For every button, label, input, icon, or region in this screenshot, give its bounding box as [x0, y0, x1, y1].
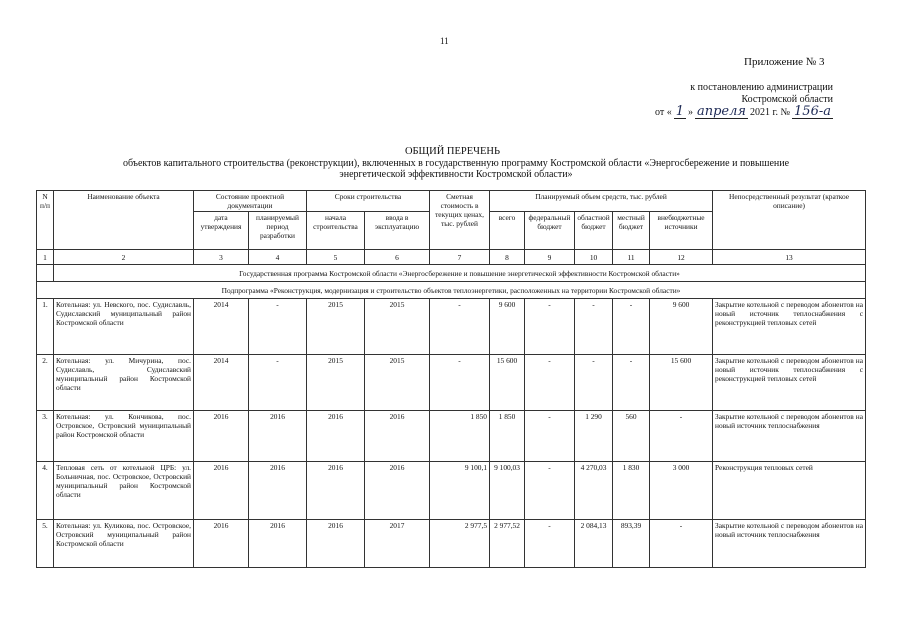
header-offbudget: внебюджетные источники — [650, 212, 713, 250]
row-design-date: 2016 — [194, 520, 249, 568]
header-row-1 — [37, 191, 866, 212]
row-federal: - — [525, 355, 575, 411]
row-local: - — [613, 355, 650, 411]
row-local: - — [613, 299, 650, 355]
row-cost: 9 100,1 — [430, 462, 490, 520]
row-start: 2015 — [307, 299, 365, 355]
col-number: 10 — [575, 250, 613, 265]
row-num: 5. — [37, 520, 54, 568]
header-design: Состояние проектной документации — [194, 191, 307, 212]
row-design-period: - — [249, 355, 307, 411]
decree-line-1: к постановлению администрации — [690, 82, 833, 93]
decree-day: 1 — [675, 104, 684, 119]
row-total: 15 600 — [490, 355, 525, 411]
row-num: 3. — [37, 411, 54, 462]
row-design-period: - — [249, 299, 307, 355]
table-row — [37, 355, 866, 411]
document-title: ОБЩИЙ ПЕРЕЧЕНЬ — [404, 146, 501, 157]
row-local: 1 830 — [613, 462, 650, 520]
col-number: 4 — [249, 250, 307, 265]
appendix-label: Приложение № 3 — [744, 56, 825, 68]
header-num: N п/п — [37, 191, 54, 250]
header-terms-end: ввода в эксплуатацию — [365, 212, 430, 250]
col-number: 3 — [194, 250, 249, 265]
row-federal: - — [525, 411, 575, 462]
decree-line-2: Костромской области — [741, 94, 833, 105]
row-design-date: 2016 — [194, 411, 249, 462]
objects-table — [36, 190, 866, 568]
decree-number: 156-а — [794, 104, 831, 119]
row-design-date: 2014 — [194, 299, 249, 355]
col-number: 6 — [365, 250, 430, 265]
row-offbudget: - — [650, 411, 713, 462]
row-result: Закрытие котельной с переводом абонентов на новый источник теплоснабжения — [713, 520, 866, 568]
row-end: 2016 — [365, 411, 430, 462]
table-row — [37, 462, 866, 520]
table-row — [37, 411, 866, 462]
col-number: 9 — [525, 250, 575, 265]
subprogram-title: Подпрограмма «Реконструкция, модернизация и строительство объектов теплоэнергетики, расположенных на территории Костромской области» — [37, 282, 866, 299]
col-number: 2 — [54, 250, 194, 265]
row-start: 2016 — [307, 462, 365, 520]
row-num: 4. — [37, 462, 54, 520]
row-offbudget: 9 600 — [650, 299, 713, 355]
col-number: 8 — [490, 250, 525, 265]
program-row — [37, 265, 866, 282]
row-result: Реконструкция тепловых сетей — [713, 462, 866, 520]
row-result: Закрытие котельной с переводом абонентов на новый источник теплоснабжения с реконструкцией тепловых сетей — [713, 299, 866, 355]
row-regional: 2 084,13 — [575, 520, 613, 568]
row-regional: - — [575, 355, 613, 411]
row-total: 9 600 — [490, 299, 525, 355]
row-cost: - — [430, 355, 490, 411]
row-object-name: Котельная: ул. Мичурина, пос. Судиславль, Судиславский муниципальный район Костромской области — [54, 355, 194, 411]
header-cost: Сметная стоимость в текущих ценах, тыс. рублей — [430, 191, 490, 250]
row-federal: - — [525, 299, 575, 355]
decree-reference — [655, 82, 833, 119]
row-offbudget: - — [650, 520, 713, 568]
table-row — [37, 299, 866, 355]
row-federal: - — [525, 520, 575, 568]
row-design-date: 2016 — [194, 462, 249, 520]
col-number: 12 — [650, 250, 713, 265]
row-object-name: Котельная: ул. Кончикова, пос. Островское, Островский муниципальный район Костромской области — [54, 411, 194, 462]
row-regional: 4 270,03 — [575, 462, 613, 520]
row-local: 893,39 — [613, 520, 650, 568]
row-result: Закрытие котельной с переводом абонентов на новый источник теплоснабжения — [713, 411, 866, 462]
row-design-period: 2016 — [249, 411, 307, 462]
row-end: 2015 — [365, 355, 430, 411]
program-title: Государственная программа Костромской области «Энергосбережение и повышение энергетической эффективности Костромской области» — [54, 265, 866, 282]
col-number: 7 — [430, 250, 490, 265]
header-design-period: планируемый период разработки — [249, 212, 307, 250]
row-cost: 2 977,5 — [430, 520, 490, 568]
row-total: 1 850 — [490, 411, 525, 462]
row-regional: 1 290 — [575, 411, 613, 462]
row-start: 2016 — [307, 411, 365, 462]
row-design-period: 2016 — [249, 520, 307, 568]
table-row — [37, 520, 866, 568]
decree-month: апреля — [696, 104, 747, 119]
row-total: 9 100,03 — [490, 462, 525, 520]
decree-prefix: от « — [654, 107, 672, 118]
row-object-name: Тепловая сеть от котельной ЦРБ: ул. Больничная, пос. Островское, Островский муниципальный район Костромской области — [54, 462, 194, 520]
program-spacer — [37, 265, 54, 282]
decree-line-3 — [655, 106, 833, 119]
row-regional: - — [575, 299, 613, 355]
row-cost: 1 850 — [430, 411, 490, 462]
header-name: Наименование объекта — [54, 191, 194, 250]
header-planned: Планируемый объем средств, тыс. рублей — [490, 191, 713, 212]
page-number: 11 — [440, 36, 449, 46]
row-local: 560 — [613, 411, 650, 462]
row-end: 2015 — [365, 299, 430, 355]
row-end: 2017 — [365, 520, 430, 568]
decree-year: 2021 г. № — [750, 107, 791, 118]
subprogram-row — [37, 282, 866, 299]
header-terms-start: начала строительства — [307, 212, 365, 250]
row-federal: - — [525, 462, 575, 520]
row-offbudget: 3 000 — [650, 462, 713, 520]
row-result: Закрытие котельной с переводом абонентов на новый источник теплоснабжения с реконструкцией тепловых сетей — [713, 355, 866, 411]
header-federal: федеральный бюджет — [525, 212, 575, 250]
col-number: 11 — [613, 250, 650, 265]
row-end: 2016 — [365, 462, 430, 520]
row-offbudget: 15 600 — [650, 355, 713, 411]
row-cost: - — [430, 299, 490, 355]
row-total: 2 977,52 — [490, 520, 525, 568]
document-subtitle: объектов капитального строительства (реконструкции), включенных в государственную программу Костромской области «Энергосбережение и повышение энергетической эффективности Костромской области» — [122, 158, 790, 180]
row-num: 2. — [37, 355, 54, 411]
header-terms: Сроки строительства — [307, 191, 430, 212]
row-start: 2015 — [307, 355, 365, 411]
row-object-name: Котельная: ул. Невского, пос. Судиславль, Судиславский муниципальный район Костромской области — [54, 299, 194, 355]
col-number: 13 — [713, 250, 866, 265]
header-design-date: дата утверждения — [194, 212, 249, 250]
row-design-date: 2014 — [194, 355, 249, 411]
row-object-name: Котельная: ул. Куликова, пос. Островское, Островский муниципальный район Костромской области — [54, 520, 194, 568]
row-design-period: 2016 — [249, 462, 307, 520]
row-num: 1. — [37, 299, 54, 355]
column-numbers-row — [37, 250, 866, 265]
header-result: Непосредственный результат (краткое описание) — [713, 191, 866, 250]
row-start: 2016 — [307, 520, 365, 568]
col-number: 5 — [307, 250, 365, 265]
header-total: всего — [490, 212, 525, 250]
header-local: местный бюджет — [613, 212, 650, 250]
header-regional: областной бюджет — [575, 212, 613, 250]
col-number: 1 — [37, 250, 54, 265]
decree-sep: » — [687, 107, 693, 118]
